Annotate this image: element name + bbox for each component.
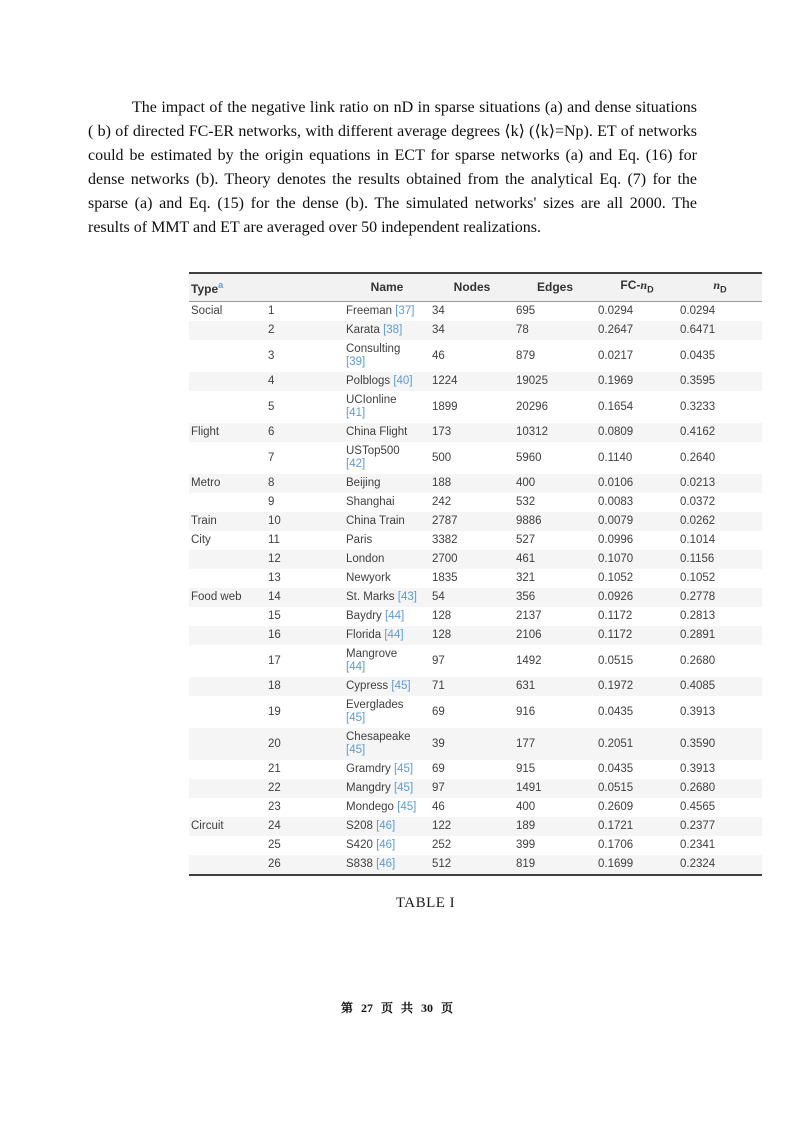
cell-fc-nd: 0.2647 — [598, 324, 634, 337]
citation-link[interactable]: [44] — [384, 629, 404, 642]
cell-edges: 695 — [516, 305, 536, 318]
cell-type — [189, 569, 266, 588]
cell-index: 11 — [268, 534, 280, 547]
cell-fc-nd: 0.0809 — [598, 426, 634, 439]
cell-nodes: 188 — [432, 477, 452, 490]
cell-type — [189, 626, 266, 645]
cell-name: Shanghai — [346, 496, 395, 509]
cell-edges: 2106 — [516, 629, 542, 642]
cell-nodes: 3382 — [432, 534, 458, 547]
cell-name: Chesapeake [45] — [346, 731, 411, 757]
cell-nd: 0.3233 — [680, 400, 716, 413]
cell-name: Karata [38] — [346, 324, 403, 337]
citation-link[interactable]: [41] — [346, 407, 366, 420]
cell-nodes: 1899 — [432, 400, 458, 413]
cell-edges: 1491 — [516, 782, 542, 795]
cell-fc-nd: 0.2051 — [598, 737, 634, 750]
cell-edges: 78 — [516, 324, 529, 337]
citation-link[interactable]: [40] — [393, 375, 413, 388]
cell-nodes: 97 — [432, 782, 445, 795]
cell-nd: 0.0262 — [680, 515, 716, 528]
table-row — [189, 423, 762, 442]
table-header — [189, 273, 762, 302]
cell-edges: 399 — [516, 839, 536, 852]
table-row — [189, 321, 762, 340]
table-row — [189, 798, 762, 817]
citation-link[interactable]: [45] — [397, 801, 417, 814]
table-row — [189, 340, 762, 372]
cell-index: 5 — [268, 400, 275, 413]
column-header-type: Type$^a$ — [189, 273, 266, 302]
cell-edges: 10312 — [516, 426, 548, 439]
table-row — [189, 512, 762, 531]
citation-link[interactable]: [45] — [346, 744, 366, 757]
cell-nd: 0.2640 — [680, 451, 716, 464]
cell-name: Mangdry [45] — [346, 782, 414, 795]
citation-link[interactable]: [38] — [383, 324, 403, 337]
cell-nodes: 39 — [432, 737, 445, 750]
footnote-marker: a — [218, 280, 224, 291]
table-row — [189, 302, 762, 322]
cell-nodes: 2700 — [432, 553, 458, 566]
cell-fc-nd: 0.0217 — [598, 349, 634, 362]
table-row — [189, 474, 762, 493]
network-data-table — [189, 272, 762, 876]
cell-nd: 0.2324 — [680, 858, 716, 871]
cell-edges: 461 — [516, 553, 536, 566]
table-row — [189, 855, 762, 875]
column-header-fc_nd: $FC-n_D$ — [596, 273, 678, 302]
figure-description-paragraph: The impact of the negative link ratio on nD in sparse situations (a) and dense situations ( b) of directed FC-ER networks, with different average degrees ⟨k⟩ (⟨k⟩=Np). ET of networks could be estimated by the origin equations in ECT for sparse networks (a) and Eq. (16) for dense networks (b). Theory denotes the results obtained from the analytical Eq. (7) for the sparse (a) and Eq. (15) for the dense (b). The simulated networks' sizes are all 2000. The results of MMT and ET are averaged over 50 independent realizations. — [88, 99, 697, 236]
cell-type: City — [191, 534, 211, 547]
table-row — [189, 677, 762, 696]
cell-fc-nd: 0.0515 — [598, 782, 634, 795]
cell-nd: 0.2341 — [680, 839, 716, 852]
citation-link[interactable]: [46] — [376, 858, 396, 871]
cell-name: Gramdry [45] — [346, 763, 414, 776]
cell-index: 22 — [268, 782, 281, 795]
cell-nodes: 34 — [432, 324, 445, 337]
cell-fc-nd: 0.0515 — [598, 654, 634, 667]
cell-type — [189, 645, 266, 677]
citation-link[interactable]: [44] — [385, 610, 405, 623]
cell-name: Newyork — [346, 572, 391, 585]
cell-nd: 0.2377 — [680, 820, 716, 833]
cell-nd: 0.0372 — [680, 496, 716, 509]
column-header-name: Name — [344, 273, 430, 302]
cell-type — [189, 696, 266, 728]
cell-edges: 2137 — [516, 610, 542, 623]
cell-fc-nd: 0.0106 — [598, 477, 634, 490]
cell-nodes: 512 — [432, 858, 452, 871]
cell-name: UCIonline [41] — [346, 394, 397, 420]
cell-type — [189, 607, 266, 626]
cell-name: Freeman [37] — [346, 305, 415, 318]
cell-type — [189, 493, 266, 512]
cell-edges: 400 — [516, 801, 536, 814]
cell-name: S420 [46] — [346, 839, 396, 852]
cell-name: London — [346, 553, 385, 566]
cell-edges: 177 — [516, 737, 536, 750]
cell-index: 12 — [268, 553, 281, 566]
citation-link[interactable]: [45] — [346, 712, 366, 725]
cell-fc-nd: 0.1052 — [598, 572, 634, 585]
cell-fc-nd: 0.0435 — [598, 763, 634, 776]
table-row — [189, 493, 762, 512]
cell-fc-nd: 0.1699 — [598, 858, 634, 871]
cell-nodes: 97 — [432, 654, 445, 667]
network-table-container — [189, 272, 734, 912]
cell-index: 18 — [268, 680, 281, 693]
cell-type: Food web — [191, 591, 242, 604]
table-row — [189, 550, 762, 569]
column-header-nd — [678, 273, 762, 302]
cell-index: 24 — [268, 820, 281, 833]
cell-nodes: 252 — [432, 839, 452, 852]
cell-type — [189, 855, 266, 875]
table-row — [189, 569, 762, 588]
cell-nodes: 173 — [432, 426, 452, 439]
cell-nd: 0.3913 — [680, 705, 716, 718]
cell-index: 1 — [268, 305, 275, 318]
cell-fc-nd: 0.2609 — [598, 801, 634, 814]
cell-index: 4 — [268, 375, 275, 388]
citation-link[interactable]: [42] — [346, 458, 366, 471]
cell-name: China Train — [346, 515, 405, 528]
cell-index: 26 — [268, 858, 281, 871]
cell-name: Florida [44] — [346, 629, 404, 642]
cell-nodes: 128 — [432, 629, 452, 642]
cell-name: S208 [46] — [346, 820, 396, 833]
cell-fc-nd: 0.0435 — [598, 705, 634, 718]
cell-name: S838 [46] — [346, 858, 396, 871]
cell-edges: 915 — [516, 763, 536, 776]
cell-name: Everglades [45] — [346, 699, 404, 725]
cell-edges: 5960 — [516, 451, 542, 464]
cell-edges: 19025 — [516, 375, 548, 388]
table-row — [189, 626, 762, 645]
cell-type — [189, 779, 266, 798]
cell-nodes: 46 — [432, 801, 445, 814]
citation-link[interactable]: [39] — [346, 356, 366, 369]
citation-link[interactable]: [45] — [393, 782, 414, 795]
cell-type — [189, 677, 266, 696]
cell-fc-nd: 0.1972 — [598, 680, 634, 693]
cell-nd: 0.3595 — [680, 375, 716, 388]
table-row — [189, 372, 762, 391]
cell-nodes: 34 — [432, 305, 445, 318]
cell-name: Paris — [346, 534, 373, 547]
cell-nodes: 1224 — [432, 375, 458, 388]
cell-edges: 356 — [516, 591, 536, 604]
cell-index: 15 — [268, 610, 281, 623]
cell-edges: 1492 — [516, 654, 542, 667]
table-row — [189, 531, 762, 550]
table-row — [189, 391, 762, 423]
cell-index: 6 — [268, 426, 275, 439]
cell-type — [189, 760, 266, 779]
table-body — [189, 302, 762, 876]
cell-edges: 20296 — [516, 400, 548, 413]
cell-nd: 0.2813 — [680, 610, 716, 623]
cell-index: 14 — [268, 591, 281, 604]
cell-name: USTop500 [42] — [346, 445, 400, 471]
cell-name: Consulting [39] — [346, 343, 401, 369]
table-row — [189, 817, 762, 836]
cell-fc-nd: 0.1172 — [598, 629, 633, 642]
cell-type — [189, 372, 266, 391]
cell-fc-nd: 0.1172 — [598, 610, 633, 623]
table-caption: TABLE I — [395, 895, 456, 912]
cell-type — [189, 798, 266, 817]
table-row — [189, 696, 762, 728]
cell-type: Flight — [191, 426, 220, 439]
cell-type — [189, 321, 266, 340]
cell-type — [189, 728, 266, 760]
table-row — [189, 645, 762, 677]
cell-index: 10 — [268, 515, 281, 528]
variable-n: n — [713, 278, 721, 292]
column-header-edges: Edges — [514, 273, 596, 302]
citation-link[interactable]: [45] — [391, 680, 411, 693]
cell-index: 16 — [268, 629, 281, 642]
page-number-footer: 第 27 页 共 30 页 — [340, 1001, 453, 1015]
cell-fc-nd: 0.1969 — [598, 375, 634, 388]
cell-index: 8 — [268, 477, 275, 490]
cell-index: 23 — [268, 801, 281, 814]
cell-edges: 916 — [516, 705, 536, 718]
cell-type — [189, 442, 266, 474]
cell-fc-nd: 0.1654 — [598, 400, 634, 413]
table-row — [189, 779, 762, 798]
table-row — [189, 836, 762, 855]
cell-index: 17 — [268, 654, 281, 667]
cell-edges: 189 — [516, 820, 536, 833]
cell-nd: 0.0435 — [680, 349, 716, 362]
cell-nd: 0.1052 — [680, 572, 716, 585]
cell-nd: 0.1014 — [680, 534, 716, 547]
cell-type — [189, 340, 266, 372]
cell-edges: 532 — [516, 496, 536, 509]
cell-nodes: 69 — [432, 763, 445, 776]
cell-name: Polblogs [40] — [346, 375, 413, 388]
cell-fc-nd: 0.0083 — [598, 496, 634, 509]
cell-fc-nd: 0.0926 — [598, 591, 634, 604]
cell-index: 7 — [268, 451, 275, 464]
cell-index: 3 — [268, 349, 275, 362]
citation-link[interactable]: [44] — [346, 661, 366, 674]
cell-nodes: 71 — [432, 680, 445, 693]
cell-nd: 0.3590 — [680, 737, 716, 750]
cell-type — [189, 550, 266, 569]
cell-edges: 400 — [516, 477, 536, 490]
cell-index: 9 — [268, 496, 275, 509]
cell-type: Circuit — [191, 820, 224, 833]
cell-nd: 0.2778 — [680, 591, 716, 604]
cell-name: Cypress [45] — [346, 680, 411, 693]
cell-fc-nd: 0.1070 — [598, 553, 634, 566]
cell-name: Baydry [44] — [346, 610, 405, 623]
variable-n: n — [640, 278, 648, 292]
cell-fc-nd: 0.1140 — [598, 451, 633, 464]
cell-name: Mangrove [44] — [346, 648, 398, 674]
cell-fc-nd: 0.0294 — [598, 305, 634, 318]
cell-name: Mondego [45] — [346, 801, 417, 814]
cell-nodes: 46 — [432, 349, 445, 362]
table-row — [189, 588, 762, 607]
cell-name: St. Marks [43] — [346, 591, 417, 604]
cell-nd: 0.2891 — [680, 629, 716, 642]
cell-nd: 0.6471 — [680, 324, 716, 337]
citation-link[interactable]: [46] — [376, 820, 396, 833]
cell-type: Train — [191, 515, 217, 528]
cell-edges: 527 — [516, 534, 536, 547]
table-row — [189, 760, 762, 779]
cell-fc-nd: 0.1721 — [598, 820, 634, 833]
cell-nodes: 122 — [432, 820, 452, 833]
subscript-D: D — [720, 284, 727, 295]
cell-fc-nd: 0.0079 — [598, 515, 634, 528]
cell-type — [189, 391, 266, 423]
cell-nodes: 2787 — [432, 515, 458, 528]
column-header-num — [266, 273, 344, 302]
citation-link[interactable]: [43] — [397, 591, 417, 604]
cell-index: 20 — [268, 737, 281, 750]
cell-edges: 9886 — [516, 515, 542, 528]
cell-nd: 0.0213 — [680, 477, 716, 490]
cell-nodes: 500 — [432, 451, 452, 464]
cell-nodes: 242 — [432, 496, 452, 509]
cell-name: China Flight — [346, 426, 408, 439]
citation-link[interactable]: [46] — [376, 839, 396, 852]
cell-nd: 0.2680 — [680, 654, 716, 667]
cell-edges: 321 — [516, 572, 536, 585]
cell-index: 19 — [268, 705, 281, 718]
table-row — [189, 607, 762, 626]
cell-nd: 0.0294 — [680, 305, 716, 318]
cell-edges: 819 — [516, 858, 536, 871]
table-row — [189, 728, 762, 760]
cell-index: 2 — [268, 324, 275, 337]
cell-nd: 0.1156 — [680, 553, 715, 566]
table-row — [189, 442, 762, 474]
cell-index: 13 — [268, 572, 281, 585]
column-header-nodes: Nodes — [430, 273, 514, 302]
cell-type — [189, 836, 266, 855]
subscript-D: D — [647, 284, 654, 295]
citation-link[interactable]: [37] — [395, 305, 415, 318]
cell-fc-nd: 0.1706 — [598, 839, 634, 852]
cell-fc-nd: 0.0996 — [598, 534, 634, 547]
cell-type: Metro — [191, 477, 221, 490]
cell-nd: 0.4162 — [680, 426, 716, 439]
cell-name: Beijing — [346, 477, 381, 490]
cell-nodes: 69 — [432, 705, 445, 718]
cell-nodes: 54 — [432, 591, 445, 604]
cell-nd: 0.2680 — [680, 782, 716, 795]
cell-nd: 0.4565 — [680, 801, 716, 814]
citation-link[interactable]: [45] — [393, 763, 414, 776]
cell-index: 25 — [268, 839, 281, 852]
cell-edges: 631 — [516, 680, 536, 693]
cell-nd: 0.4085 — [680, 680, 716, 693]
cell-nodes: 1835 — [432, 572, 458, 585]
cell-nodes: 128 — [432, 610, 452, 623]
cell-index: 21 — [268, 763, 281, 776]
table-header-row — [189, 273, 762, 302]
cell-edges: 879 — [516, 349, 536, 362]
cell-type: Social — [191, 305, 223, 318]
cell-nd: 0.3913 — [680, 763, 716, 776]
